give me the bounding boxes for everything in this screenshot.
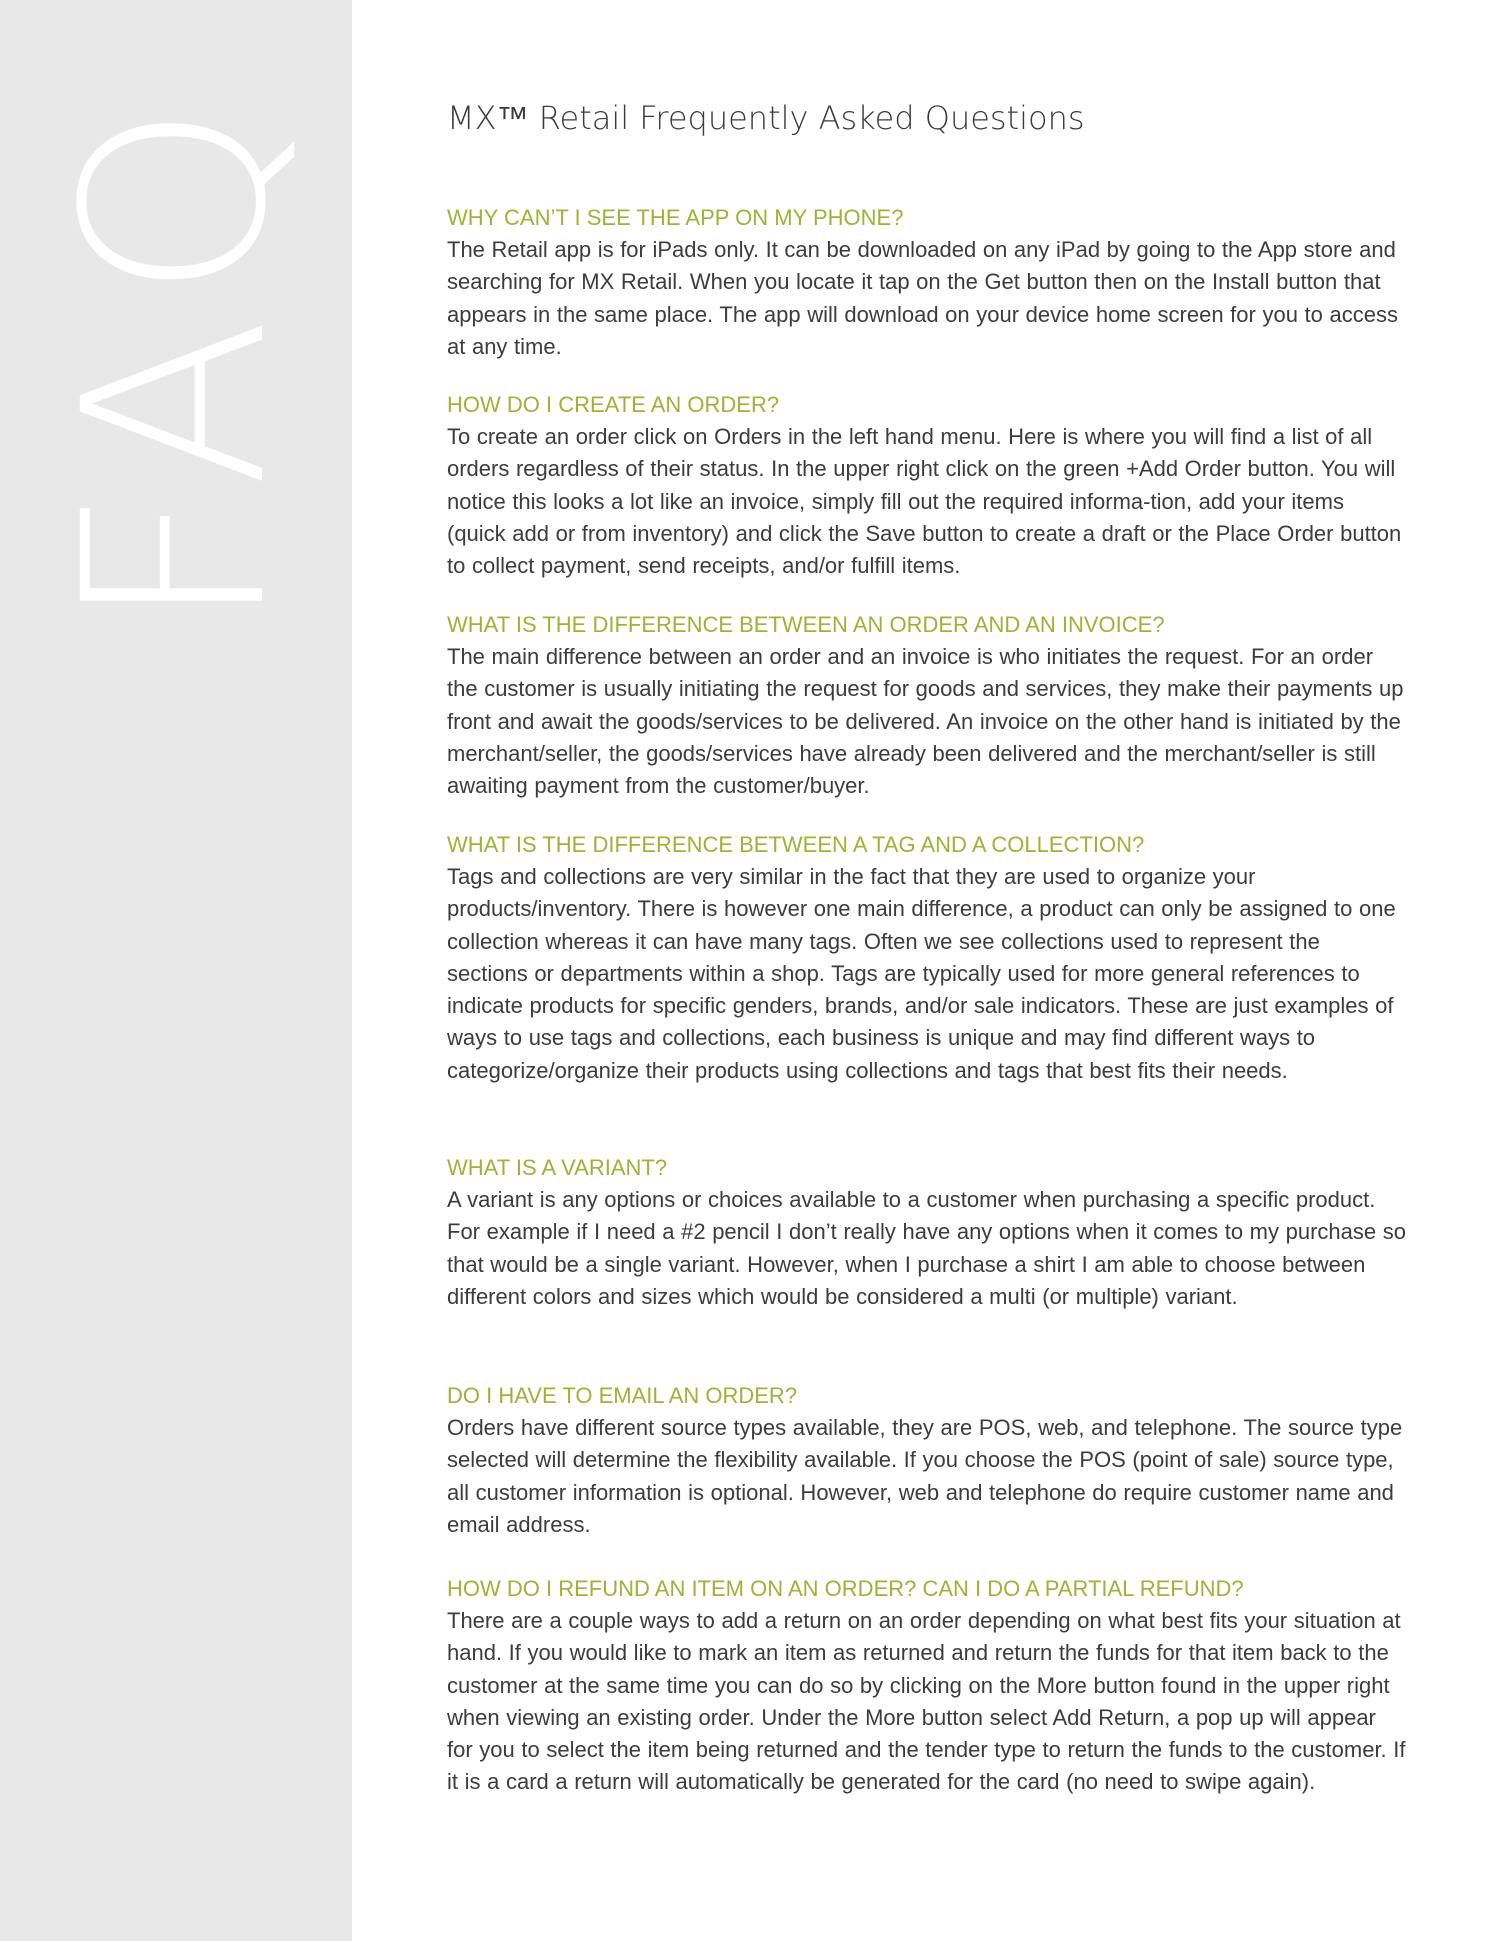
- faq-answer: Tags and collections are very similar in the fact that they are used to organize your products/inventory. There is however one main difference, a product can only be assigned to one collection whereas it can have many tags. Often we see collections used to represent the sections or departments within a shop. Tags are typically used for more general references to indicate products for specific genders, brands, and/or sale indicators. These are just examples of ways to use tags and collections, each business is unique and may find different ways to categorize/organize their products using collections and tags that best fits their needs.: [447, 864, 1396, 1083]
- faq-question: WHAT IS A VARIANT?: [447, 1155, 668, 1180]
- faq-side-band: [0, 0, 352, 1941]
- faq-answer: To create an order click on Orders in the left hand menu. Here is where you will find a list of all orders regardless of their status. In the upper right click on the green +Add Order button. You will notice this looks a lot like an invoice, simply fill out the required informa-tion, add your items (quick add or from inventory) and click the Save button to create a draft or the Place Order button to collect payment, send receipts, and/or fulfill items.: [447, 424, 1402, 579]
- faq-question: DO I HAVE TO EMAIL AN ORDER?: [447, 1383, 798, 1408]
- faq-answer: A variant is any options or choices available to a customer when purchasing a specific product. For example if I need a #2 pencil I don’t really have any options when it comes to my purchase so that would be a single variant. However, when I purchase a shirt I am able to choose between different colors and sizes which would be considered a multi (or multiple) variant.: [447, 1187, 1406, 1309]
- faq-question: HOW DO I CREATE AN ORDER?: [447, 392, 780, 417]
- faq-item: [447, 389, 1407, 582]
- faq-answer: There are a couple ways to add a return on an order depending on what best fits your situation at hand. If you would like to mark an item as returned and return the funds for that item back to the customer at the same time you can do so by clicking on the More button found in the upper right when viewing an existing order. Under the More button select Add Return, a pop up will appear for you to select the item being returned and the tender type to return the funds to the customer. If it is a card a return will automatically be generated for the card (no need to swipe again).: [447, 1608, 1406, 1795]
- faq-question: WHAT IS THE DIFFERENCE BETWEEN AN ORDER AND AN INVOICE?: [447, 612, 1165, 637]
- faq-answer: The Retail app is for iPads only. It can be downloaded on any iPad by going to the App store and searching for MX Retail. When you locate it tap on the Get button then on the Install button that appears in the same place. The app will download on your device home screen for you to access at any time.: [447, 237, 1398, 359]
- faq-item: [447, 829, 1407, 1087]
- faq-item: [447, 1380, 1407, 1541]
- faq-question: WHAT IS THE DIFFERENCE BETWEEN A TAG AND A COLLECTION?: [447, 832, 1145, 857]
- faq-item: [447, 609, 1407, 802]
- faq-item: [447, 1573, 1407, 1799]
- page-title: MX™ Retail Frequently Asked Questions: [447, 99, 1085, 137]
- faq-item: [447, 202, 1407, 363]
- faq-item: [447, 1152, 1407, 1313]
- faq-answer: Orders have different source types available, they are POS, web, and telephone. The source type selected will determine the flexibility available. If you choose the POS (point of sale) source type, all customer information is optional. However, web and telephone do require customer name and email address.: [447, 1415, 1403, 1537]
- faq-question: HOW DO I REFUND AN ITEM ON AN ORDER? CAN I DO A PARTIAL REFUND?: [447, 1576, 1244, 1601]
- faq-answer: The main difference between an order and an invoice is who initiates the request. For an order the customer is usually initiating the request for goods and services, they make their payments up front and await the goods/services to be delivered. An invoice on the other hand is initiated by the merchant/seller, the goods/services have already been delivered and the merchant/seller is still awaiting payment from the customer/buyer.: [447, 644, 1404, 799]
- faq-vertical-label: FAQ: [30, 80, 321, 632]
- faq-question: WHY CAN’T I SEE THE APP ON MY PHONE?: [447, 205, 904, 230]
